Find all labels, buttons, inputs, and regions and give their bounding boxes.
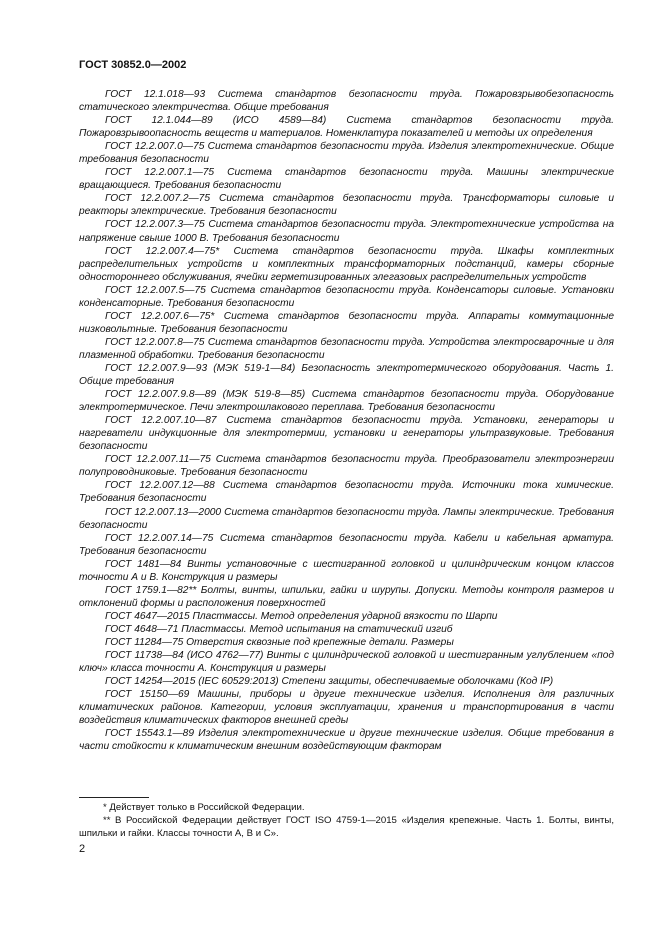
reference-item: ГОСТ 12.2.007.12—88 Система стандартов безопасности труда. Источники тока химические. Требования безопасности [79, 480, 614, 505]
reference-item: ГОСТ 12.2.007.11—75 Система стандартов безопасности труда. Преобразователи электроэнергии полупроводниковые. Требования безопасности [79, 454, 614, 479]
reference-item: ГОСТ 11284—75 Отверстия сквозные под крепежные детали. Размеры [105, 636, 454, 648]
reference-item: ГОСТ 11738—84 (ИСО 4762—77) Винты с цилиндрической головкой и шестигранным углублением «под ключ» класса точности А. Конструкция и размеры [79, 650, 614, 675]
footnote: ** В Российской Федерации действует ГОСТ ISO 4759-1—2015 «Изделия крепежные. Часть 1. Болты, винты, шпильки и гайки. Классы точности А, В и С». [79, 815, 614, 839]
reference-item: ГОСТ 12.1.044—89 (ИСО 4589—84) Система стандартов безопасности труда. Пожаровзрывоопасность веществ и материалов. Номенклатура показателей и методы их определения [79, 115, 614, 140]
reference-item: ГОСТ 1759.1—82** Болты, винты, шпильки, гайки и шурупы. Допуски. Методы контроля размеров и отклонений формы и расположения поверхностей [79, 584, 614, 609]
reference-item: ГОСТ 1481—84 Винты установочные с шестигранной головкой и цилиндрическим концом классов точности А и В. Конструкция и размеры [79, 558, 614, 583]
normative-references-list [79, 88, 614, 753]
footnote: * Действует только в Российской Федерации. [103, 802, 305, 813]
reference-item: ГОСТ 12.2.007.0—75 Система стандартов безопасности труда. Изделия электротехнические. Общие требования безопасности [79, 141, 614, 166]
reference-item: ГОСТ 12.2.007.4—75* Система стандартов безопасности труда. Шкафы комплектных распределительных устройств и комплектных трансформаторных подстанций, камеры сборные одностороннего обслуживания, ячейки герметизированных элегазовых распределительных устройств [79, 245, 614, 283]
reference-item: ГОСТ 12.2.007.1—75 Система стандартов безопасности труда. Машины электрические вращающиеся. Требования безопасности [79, 167, 614, 192]
reference-item: ГОСТ 14254—2015 (IEC 60529:2013) Степени защиты, обеспечиваемые оболочками (Код IP) [105, 676, 554, 688]
footnotes [79, 801, 614, 840]
reference-item: ГОСТ 12.2.007.6—75* Система стандартов безопасности труда. Аппараты коммутационные низковольтные. Требования безопасности [79, 310, 614, 335]
reference-item: ГОСТ 12.2.007.9.8—89 (МЭК 519-8—85) Система стандартов безопасности труда. Оборудование электротермическое. Печи электрошлакового переплава. Требования безопасности [79, 389, 614, 414]
reference-item: ГОСТ 4648—71 Пластмассы. Метод испытания на статический изгиб [105, 623, 453, 635]
footnote-separator [79, 797, 149, 798]
reference-item: ГОСТ 12.1.018—93 Система стандартов безопасности труда. Пожаровзрывобезопасность статического электричества. Общие требования [79, 89, 614, 114]
reference-item: ГОСТ 15150—69 Машины, приборы и другие технические изделия. Исполнения для различных климатических районов. Категории, условия эксплуатации, хранения и транспортирования в части воздействия климатических факторов внешней среды [79, 689, 614, 727]
reference-item: ГОСТ 15543.1—89 Изделия электротехнические и другие технические изделия. Общие требования в части стойкости к климатическим внешним воздействующим факторам [79, 728, 614, 753]
reference-item: ГОСТ 12.2.007.10—87 Система стандартов безопасности труда. Установки, генераторы и нагреватели индукционные для электротермии, установки и генераторы ультразвуковые. Требования безопасности [79, 415, 614, 453]
page-number: 2 [79, 843, 86, 855]
reference-item: ГОСТ 12.2.007.9—93 (МЭК 519-1—84) Безопасность электротермического оборудования. Часть 1. Общие требования [79, 362, 614, 388]
reference-item: ГОСТ 12.2.007.3—75 Система стандартов безопасности труда. Электротехнические устройства на напряжение свыше 1000 В. Требования безопасности [79, 219, 614, 244]
reference-item: ГОСТ 12.2.007.5—75 Система стандартов безопасности труда. Конденсаторы силовые. Установки конденсаторные. Требования безопасности [79, 284, 614, 309]
reference-item: ГОСТ 12.2.007.14—75 Система стандартов безопасности труда. Кабели и кабельная арматура. Требования безопасности [79, 532, 614, 557]
reference-item: ГОСТ 12.2.007.13—2000 Система стандартов безопасности труда. Лампы электрические. Требования безопасности [79, 506, 614, 531]
reference-item: ГОСТ 12.2.007.8—75 Система стандартов безопасности труда. Устройства электросварочные и для плазменной обработки. Требования безопасности [79, 336, 614, 361]
reference-item: ГОСТ 12.2.007.2—75 Система стандартов безопасности труда. Трансформаторы силовые и реакторы электрические. Требования безопасности [79, 193, 614, 218]
reference-item: ГОСТ 4647—2015 Пластмассы. Метод определения ударной вязкости по Шарпи [105, 610, 498, 622]
document-header: ГОСТ 30852.0—2002 [79, 59, 187, 71]
